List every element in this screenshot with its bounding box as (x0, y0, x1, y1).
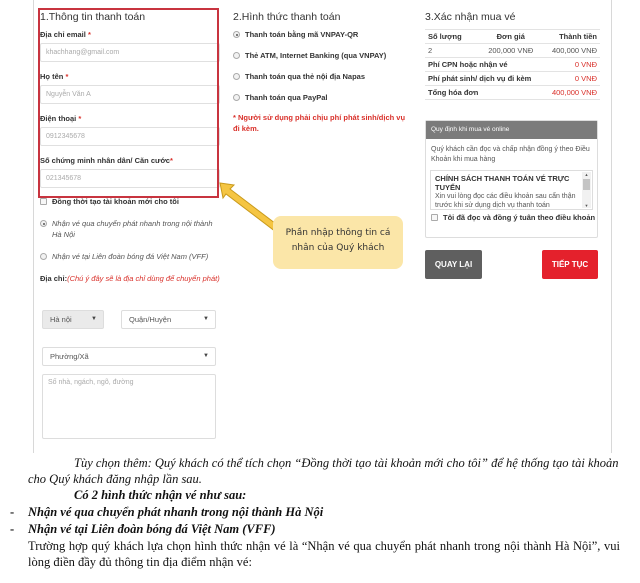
order-summary-table (425, 29, 600, 100)
fee-row-service: Phí phát sinh/ dịch vụ đi kèm 0 VNĐ (425, 72, 600, 86)
dropdown-caret-icon: ▼ (203, 316, 209, 322)
callout-annotation: Phần nhập thông tin cá nhân của Quý khách (273, 216, 403, 269)
policy-body: Xin vui lòng đọc các điều khoản sau cẩn thận trước khi sử dụng dịch vụ thanh toán (435, 193, 576, 209)
address-label: Địa chỉ:(Chú ý đây sẽ là địa chỉ dùng để chuyển phát) (40, 274, 220, 283)
continue-button[interactable]: TIẾP TỤC (542, 250, 598, 279)
city-select[interactable]: Hà nội ▼ (42, 310, 104, 329)
radio-selected-icon[interactable] (40, 220, 47, 227)
district-select[interactable]: Quận/Huyện ▼ (121, 310, 216, 329)
online-purchase-rules-panel (425, 120, 598, 238)
radio-icon[interactable] (40, 253, 47, 260)
purchase-confirmation-section (425, 10, 600, 100)
checkbox-icon[interactable] (40, 198, 47, 205)
section-title-payment: 2.Hình thức thanh toán (233, 11, 341, 23)
name-input[interactable]: Nguyễn Văn A (40, 85, 220, 104)
table-header-row: Số lượng Đơn giá Thành tiền (425, 30, 600, 44)
section-title-billing: 1.Thông tin thanh toán (40, 11, 146, 23)
paragraph-optional: Tùy chọn thêm: Quý khách có thể tích chọn “Đồng thời tạo tài khoản mới cho tôi” để hệ thống tạo tài khoản cho Quý khách đăng nhập lần sau. (28, 456, 619, 486)
scroll-up-arrow-icon[interactable]: ▲ (584, 172, 589, 177)
id-number-label: Số chứng minh nhân dân/ Căn cước* (40, 156, 173, 165)
radio-icon[interactable] (233, 52, 240, 59)
dropdown-caret-icon: ▼ (91, 316, 97, 322)
delivery-option-vff[interactable]: Nhận vé tại Liên đoàn bóng đá Việt Nam (VFF) (40, 251, 220, 262)
policy-scrollbar[interactable] (582, 172, 591, 208)
email-input[interactable]: khachhang@gmail.com (40, 43, 220, 62)
highlight-annotation-box (38, 8, 219, 198)
create-account-checkbox[interactable]: Đồng thời tạo tài khoản mới cho tôi (40, 196, 220, 207)
email-label: Địa chỉ email * (40, 30, 91, 39)
scrollbar-thumb[interactable] (583, 179, 590, 190)
scroll-down-arrow-icon[interactable]: ▼ (584, 203, 589, 208)
payment-method-section (233, 10, 413, 134)
rules-panel-header: Quy định khi mua vé online (426, 121, 597, 139)
payment-option-atm[interactable]: Thẻ ATM, Internet Banking (qua VNPAY) (233, 50, 413, 61)
paragraph-instructions: Trường hợp quý khách lựa chọn hình thức nhận vé là “Nhận vé qua chuyển phát nhanh trong nội thành Hà Nội”, vui lòng điền đầy đủ thông tin địa điểm nhận vé: (28, 539, 620, 569)
payment-fee-note: * Người sử dụng phải chịu phí phát sinh/dịch vụ đi kèm. (233, 113, 406, 133)
radio-icon[interactable] (233, 73, 240, 80)
total-row: Tổng hóa đơn 400,000 VNĐ (425, 86, 600, 100)
dropdown-caret-icon: ▼ (203, 353, 209, 359)
name-label: Họ tên * (40, 72, 69, 81)
rules-intro-text: Quý khách cần đọc và chấp nhận đồng ý theo Điều Khoản khi mua hàng (431, 146, 590, 163)
delivery-option-courier[interactable]: Nhận vé qua chuyển phát nhanh trong nội thành Hà Nội (40, 218, 220, 240)
back-button[interactable]: QUAY LẠI (425, 250, 482, 279)
list-item: - Nhận vé tại Liên đoàn bóng đá Việt Nam (VFF) (10, 522, 276, 536)
policy-scroll-box[interactable] (430, 170, 593, 210)
policy-title: CHÍNH SÁCH THANH TOÁN VÉ TRỰC TUYẾN (435, 174, 570, 192)
section-title-confirm: 3.Xác nhận mua vé (425, 11, 516, 23)
id-number-input[interactable]: 021345678 (40, 169, 220, 188)
document-text (0, 455, 640, 570)
checkbox-icon[interactable] (431, 214, 438, 221)
payment-option-vnpay-qr[interactable]: Thanh toán bằng mã VNPAY-QR (233, 29, 413, 40)
phone-label: Điện thoại * (40, 114, 82, 123)
ward-select[interactable]: Phường/Xã ▼ (42, 347, 216, 366)
street-address-textarea[interactable]: Số nhà, ngách, ngõ, đường (42, 374, 216, 439)
list-item: - Nhận vé qua chuyển phát nhanh trong nội thành Hà Nội (10, 505, 324, 519)
delivery-section (40, 196, 220, 285)
phone-input[interactable]: 0912345678 (40, 127, 220, 146)
radio-selected-icon[interactable] (233, 31, 240, 38)
fee-row-delivery: Phí CPN hoặc nhận vé 0 VNĐ (425, 58, 600, 72)
table-row: 2 200,000 VNĐ 400,000 VNĐ (425, 44, 600, 58)
agree-terms-checkbox[interactable]: Tôi đã đọc và đồng ý tuân theo điều khoản (431, 213, 597, 222)
payment-option-napas[interactable]: Thanh toán qua thẻ nội địa Napas (233, 71, 413, 82)
payment-option-paypal[interactable]: Thanh toán qua PayPal (233, 92, 413, 103)
paragraph-delivery-methods: Có 2 hình thức nhận vé như sau: (74, 488, 247, 502)
radio-icon[interactable] (233, 94, 240, 101)
